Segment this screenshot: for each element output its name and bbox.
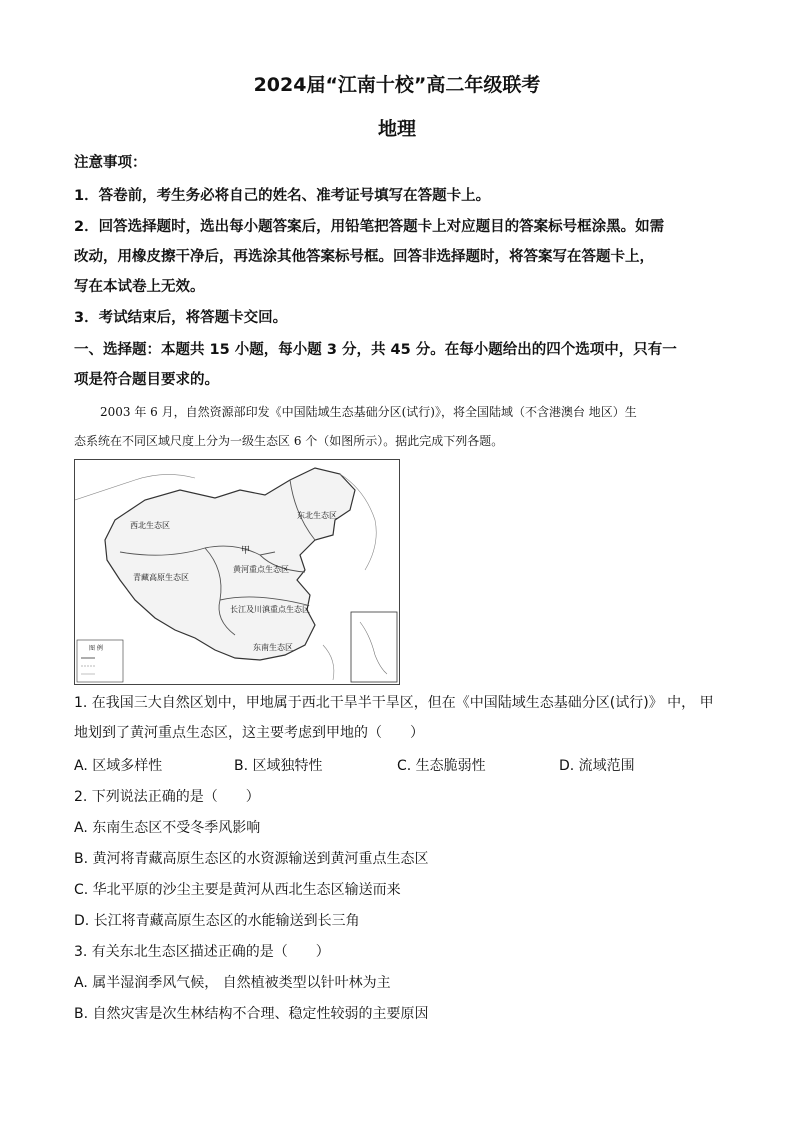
exam-title: 2024届“江南十校”高二年级联考 — [253, 74, 541, 96]
q2-stem: 2. 下列说法正确的是（ ） — [74, 789, 260, 805]
q2-option-b: B. 黄河将青藏高原生态区的水资源输送到黄河重点生态区 — [74, 851, 429, 867]
passage-line-1: 2003 年 6 月，自然资源部印发《中国陆域生态基础分区(试行)》，将全国陆域（不含港澳台 地区）生 — [100, 405, 637, 419]
q3-option-a: A. 属半湿润季风气候， 自然植被类型以针叶林为主 — [74, 975, 391, 991]
q1-option-a: A. 区域多样性 — [74, 758, 163, 774]
q1-option-b: B. 区域独特性 — [234, 758, 323, 774]
notice-heading: 注意事项： — [74, 155, 147, 171]
q1-option-c: C. 生态脆弱性 — [397, 758, 486, 774]
q2-option-a: A. 东南生态区不受冬季风影响 — [74, 820, 261, 836]
q3-option-b: B. 自然灾害是次生林结构不合理、稳定性较弱的主要原因 — [74, 1006, 429, 1022]
notice-item-2-line-3: 写在本试卷上无效。 — [74, 279, 205, 295]
subject-title: 地理 — [377, 118, 416, 140]
q3-stem: 3. 有关东北生态区描述正确的是（ ） — [74, 944, 330, 960]
q1-option-d: D. 流域范围 — [559, 758, 635, 774]
notice-item-2-line-2: 改动，用橡皮擦干净后，再选涂其他答案标号框。回答非选择题时，将答案写在答题卡上， — [74, 249, 654, 265]
passage-line-2: 态系统在不同区域尺度上分为一级生态区 6 个（如图所示）。据此完成下列各题。 — [74, 434, 504, 448]
section-heading-line-2: 项是符合题目要求的。 — [74, 372, 219, 388]
q1-stem-line-2: 地划到了黄河重点生态区，这主要考虑到甲地的（ ） — [74, 725, 424, 741]
section-heading-line-1: 一、选择题：本题共 15 小题，每小题 3 分，共 45 分。在每小题给出的四个选项中，只有一 — [74, 342, 677, 358]
q2-option-c: C. 华北平原的沙尘主要是黄河从西北生态区输送而来 — [74, 882, 401, 898]
legend-title: 图 例 — [89, 645, 103, 652]
label-qinghai-tibet: 青藏高原生态区 — [133, 573, 189, 582]
q2-option-d: D. 长江将青藏高原生态区的水能输送到长三角 — [74, 913, 360, 929]
map-graphic — [75, 460, 399, 684]
label-jia: 甲 — [241, 546, 251, 556]
q1-stem-line-1: 1. 在我国三大自然区划中，甲地属于西北干旱半干旱区，但在《中国陆域生态基础分区(试行)》 中， 甲 — [74, 695, 714, 711]
label-northeast: 东北生态区 — [297, 511, 337, 520]
label-northwest: 西北生态区 — [130, 521, 170, 530]
notice-item-2-line-1: 2．回答选择题时，选出每小题答案后，用铅笔把答题卡上对应题目的答案标号框涂黑。如需 — [74, 219, 665, 235]
china-ecoregion-map — [74, 459, 400, 685]
label-yellow-river: 黄河重点生态区 — [233, 565, 289, 574]
label-yangtze: 长江及川滇重点生态区 — [230, 605, 310, 614]
notice-item-1: 1．答卷前，考生务必将自己的姓名、准考证号填写在答题卡上。 — [74, 188, 491, 204]
notice-item-3: 3．考试结束后，将答题卡交回。 — [74, 310, 288, 326]
label-southeast: 东南生态区 — [253, 643, 293, 652]
